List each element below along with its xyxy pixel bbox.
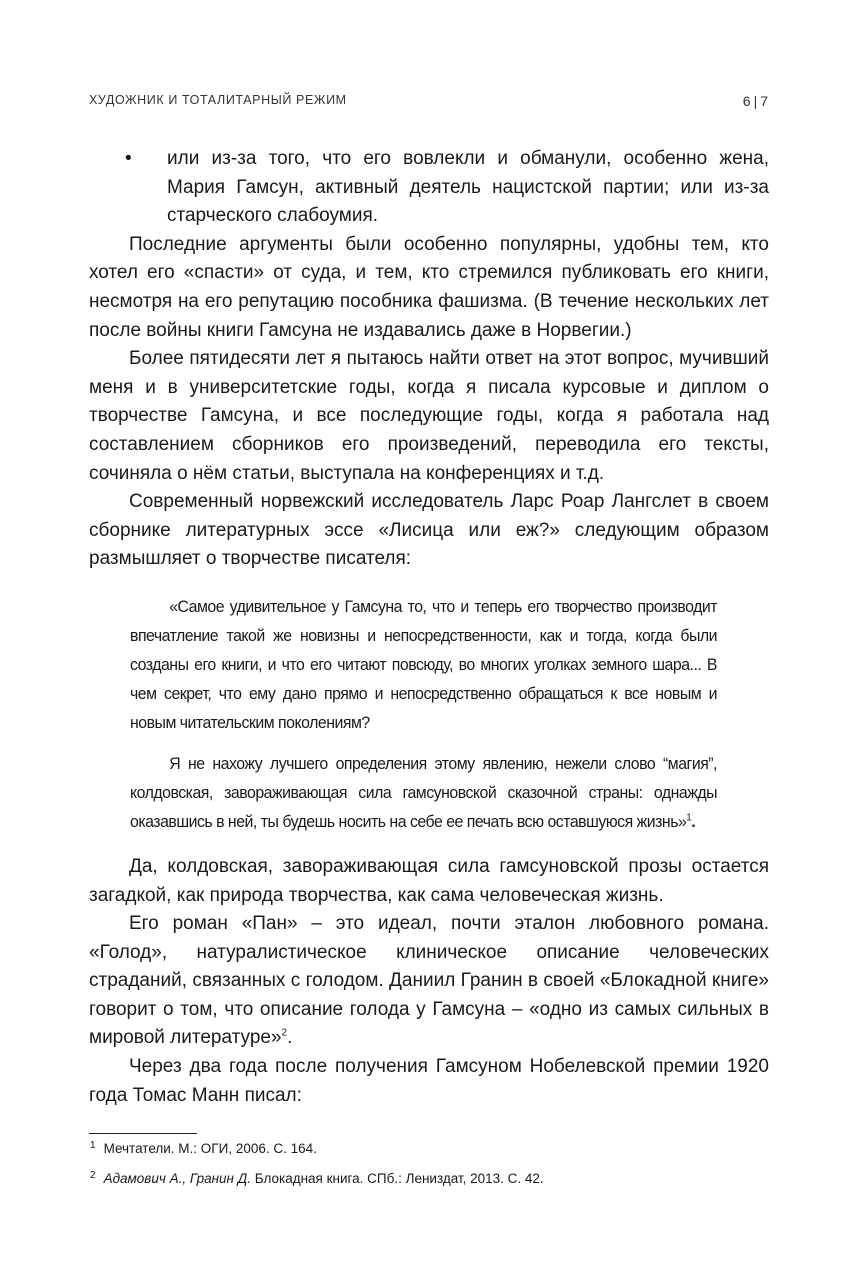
footnote-ref-2: 2	[281, 1028, 288, 1040]
paragraph-4: Да, колдовская, завораживающая сила гамсуновской прозы остается загадкой, как природа творчества, как сама человеческая жизнь.	[89, 855, 769, 906]
footnote-rule	[89, 1133, 197, 1134]
quote-paragraph-2	[130, 750, 717, 837]
paragraph-5-end: .	[287, 1027, 293, 1049]
bullet-marker: •	[125, 148, 132, 169]
main-text	[89, 145, 769, 1110]
page-numbers	[743, 93, 768, 109]
page-separator: |	[753, 93, 758, 109]
paragraph-3: Современный норвежский исследователь Ларс Роар Лангслет в своем сборнике литературных эссе «Лисица или еж?» следующим образом размышляет о творчестве писателя:	[89, 491, 769, 570]
quote-paragraph-2-text: Я не нахожу лучшего определения этому явлению, нежели слово “магия”, колдовская, завораживающая сила гамсуновской сказочной страны: однажды оказавшись в ней, ты будешь носить на себе ее печать всю оставшуюся жизнь»	[130, 754, 718, 831]
page-number-left: 6	[742, 93, 751, 109]
paragraph-2: Более пятидесяти лет я пытаюсь найти ответ на этот вопрос, мучивший меня и в университетские годы, когда я писала курсовые и диплом о творчестве Гамсуна, и все последующие годы, когда я работала над составлением сборников его произведений, переводила его тексты, сочиняла о нём статьи, выступала на конференциях и т.д.	[89, 348, 769, 484]
bullet-text: или из-за того, что его вовлекли и обманули, особенно жена, Мария Гамсун, активный деятель нацистской партии; или из-за старческого слабоумия.	[167, 148, 769, 227]
footnote-2-number: 2	[90, 1169, 96, 1181]
footnote-1-number: 1	[90, 1139, 96, 1151]
page-number-right: 7	[760, 93, 768, 109]
running-header	[89, 93, 768, 111]
running-title: ХУДОЖНИК И ТОТАЛИТАРНЫЙ РЕЖИМ	[89, 93, 347, 107]
paragraph-5	[89, 910, 769, 1053]
bullet-item	[89, 145, 769, 231]
footnote-1	[89, 1140, 769, 1158]
footnote-ref-1: 1	[686, 812, 692, 824]
block-quote	[130, 593, 717, 837]
quote-paragraph-1: «Самое удивительное у Гамсуна то, что и теперь его творчество производит впечатление такой же новизны и непосредственности, как и тогда, когда были созданы его книги, и что его читают повсюду, во многих уголках земного шара... В чем секрет, что ему дано прямо и непосредственно обращаться к все новым и новым читательским поколениям?	[130, 597, 718, 732]
footnote-2-text: Блокадная книга. СПб.: Лениздат, 2013. С. 42.	[251, 1171, 544, 1186]
footnote-1-text: Мечтатели. М.: ОГИ, 2006. С. 164.	[103, 1141, 317, 1156]
footnotes	[89, 1133, 769, 1200]
paragraph-1: Последние аргументы были особенно популярны, удобны тем, кто хотел его «спасти» от суда, и тем, кто стремился публиковать его книги, несмотря на его репутацию пособника фашизма. (В течение нескольких лет после войны книги Гамсуна не издавались даже в Норвегии.)	[89, 233, 769, 341]
paragraph-5-text: Его роман «Пан» – это идеал, почти эталон любовного романа. «Голод», натуралистическое клиническое описание человеческих страданий, связанных с голодом. Даниил Гранин в своей «Блокадной книге» говорит о том, что описание голода у Гамсуна – «одно из самых сильных в мировой литературе»	[89, 913, 769, 1049]
footnote-2-authors: Адамович А., Гранин Д.	[103, 1171, 251, 1186]
footnote-2	[89, 1170, 769, 1188]
quote-end-period: .	[691, 812, 696, 831]
paragraph-6: Через два года после получения Гамсуном Нобелевской премии 1920 года Томас Манн писал:	[89, 1056, 769, 1106]
